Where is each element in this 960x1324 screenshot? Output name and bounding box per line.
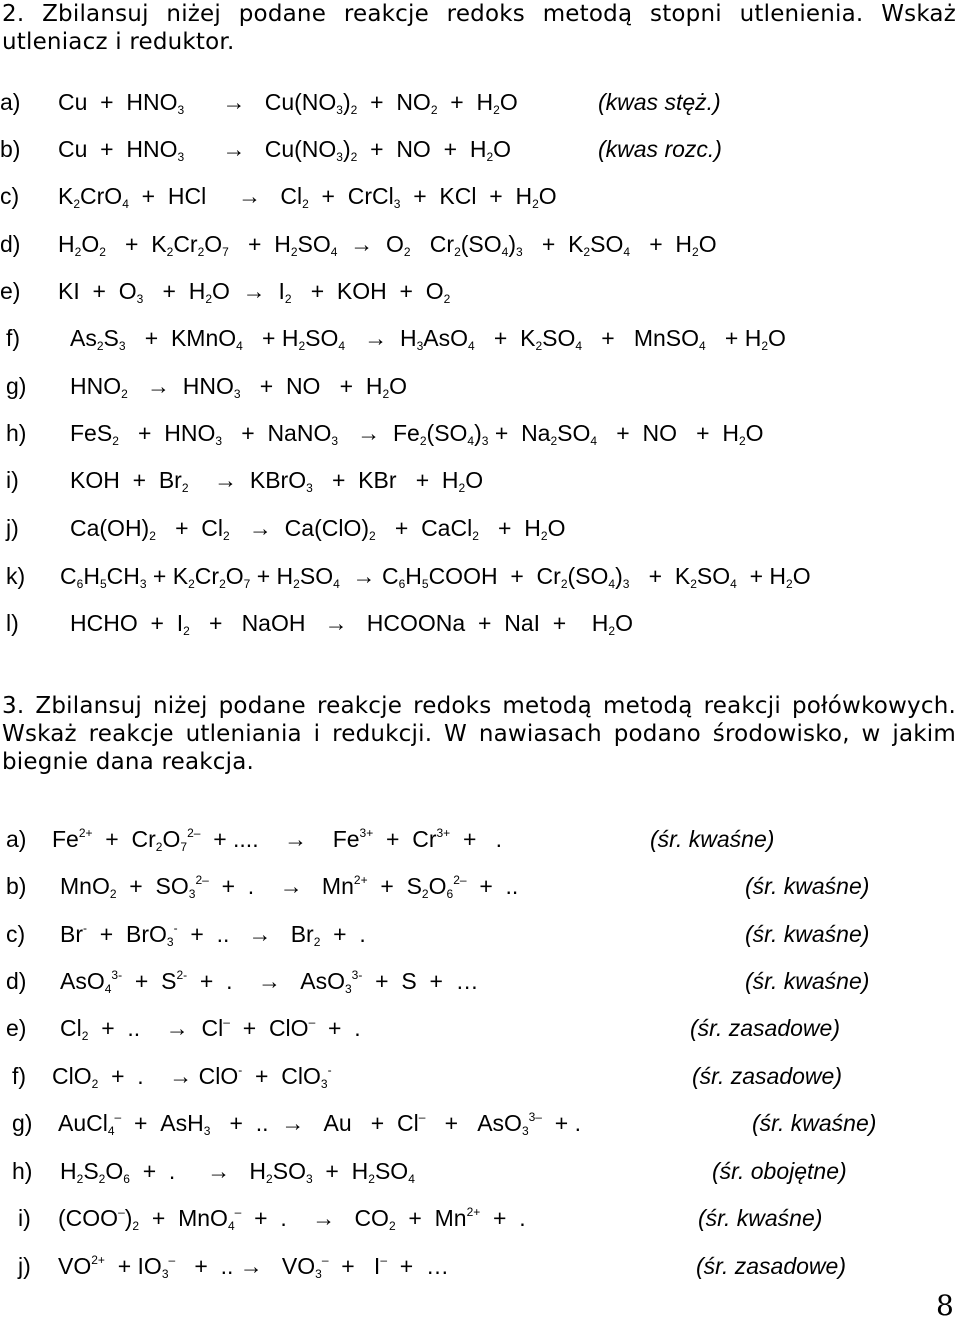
equation-label: a) bbox=[6, 826, 27, 852]
page-number: 8 bbox=[936, 1289, 954, 1322]
reaction-equation: $H_2S_2O_6$ + . → $H_2SO_3 + H_2SO_4$ bbox=[60, 1158, 415, 1186]
reaction-equation: $Cu + HNO_3$ → $Cu(NO_3)_2$ + NO + $H_2O$ bbox=[58, 136, 512, 164]
reaction-equation: $As_2S_3$ + KMnO$_4$ + $H_2SO_4 \to H_3AsO_4 + K_2SO_4$ + MnSO$_4$ + $H_2O$ bbox=[70, 325, 786, 353]
task-3-equation-c bbox=[0, 914, 960, 954]
reaction-equation: $Fe^{2+} + Cr_2O_7^{2-}$ + .... → $Fe^{3+} + Cr^{3+}$ + . bbox=[52, 826, 502, 854]
task-3-equation-i bbox=[0, 1198, 960, 1238]
reaction-condition-note: (kwas stęż.) bbox=[598, 89, 721, 115]
task-2-equation-c bbox=[0, 176, 960, 216]
reaction-equation: ClO$_2$ + . → ClO- + ClO$_3$- bbox=[52, 1063, 332, 1091]
equation-label: g) bbox=[6, 373, 27, 399]
reaction-equation: $AsO_4^{3-} + S^{2-}$ + . → AsO$_3^{3-}$ + S + … bbox=[60, 968, 479, 996]
equation-label: e) bbox=[6, 1015, 27, 1041]
task-2-equation-f bbox=[0, 318, 960, 358]
equation-label: h) bbox=[6, 420, 27, 446]
task-2-equation-h bbox=[0, 413, 960, 453]
reaction-condition-note: (śr. zasadowe) bbox=[692, 1063, 842, 1089]
task-2-instructions: 2. Zbilansuj niżej podane reakcje redoks metodą stopni utlenienia. Wskaż utleniacz i reduktor. bbox=[2, 1, 956, 55]
reaction-condition-note: (śr. obojętne) bbox=[712, 1158, 847, 1184]
equation-label: j) bbox=[18, 1253, 31, 1279]
reaction-equation: Br- + BrO$_3$- + .. → $Br_2$ + . bbox=[60, 921, 366, 949]
reaction-equation: HCHO + $I_2$ + NaOH → HCOONa + NaI + $H_2O$ bbox=[70, 610, 633, 638]
reaction-equation: $MnO_2 + SO_3^{2-}$ + . → $Mn^{2+} + S_2O_6^{2-}$ + .. bbox=[60, 873, 519, 901]
task-2-equation-a bbox=[0, 82, 960, 122]
equation-label: h) bbox=[12, 1158, 33, 1184]
reaction-equation: $Cu + HNO_3$ → $Cu(NO_3)_2 + NO_2 + H_2O$ bbox=[58, 89, 518, 117]
equation-label: d) bbox=[6, 968, 27, 994]
task-3-equation-h bbox=[0, 1151, 960, 1191]
task-2-equation-j bbox=[0, 508, 960, 548]
equation-label: c) bbox=[0, 183, 20, 209]
reaction-condition-note: (śr. zasadowe) bbox=[696, 1253, 846, 1279]
task-2-equation-i bbox=[0, 460, 960, 500]
task-2-equation-b bbox=[0, 129, 960, 169]
task-3-instructions: 3. Zbilansuj niżej podane reakcje redoks metodą metodą reakcji połówkowych. Wskaż reakcje utleniania i redukcji. W nawiasach podano środowisko, w jakim biegnie dana reakcja. bbox=[2, 693, 956, 775]
task-2-equation-k bbox=[0, 556, 960, 596]
reaction-condition-note: (śr. kwaśne) bbox=[650, 826, 775, 852]
reaction-equation: $K_2CrO_4$ + HCl → $Cl_2$ + CrCl$_3$ + KCl + $H_2O$ bbox=[58, 183, 557, 211]
reaction-equation: $FeS_2 + HNO_3$ + NaNO$_3$ → $Fe_2(SO_4)_3 + Na_2SO_4$ + NO + $H_2O$ bbox=[70, 420, 764, 448]
equation-label: c) bbox=[6, 921, 26, 947]
equation-label: j) bbox=[6, 515, 19, 541]
reaction-equation: $H_2O_2 + K_2Cr_2O_7 + H_2SO_4 \to O_2$ $Cr_2(SO_4)_3 + K_2SO_4 + H_2O$ bbox=[58, 231, 717, 259]
task-3-equation-g bbox=[0, 1103, 960, 1143]
reaction-equation: $Cl_2$ + .. → Cl– + ClO– + . bbox=[60, 1015, 361, 1043]
task-3-equation-e bbox=[0, 1008, 960, 1048]
reaction-equation: $(COO^-)_2 + MnO_4^-$ + . → $CO_2 + Mn^{2+}$ + . bbox=[58, 1205, 526, 1233]
reaction-equation: KI + $O_3 + H_2O \to I_2$ + KOH + $O_2$ bbox=[58, 278, 451, 306]
equation-label: b) bbox=[6, 873, 27, 899]
reaction-condition-note: (śr. kwaśne) bbox=[745, 873, 870, 899]
task-3-equation-b bbox=[0, 866, 960, 906]
equation-label: i) bbox=[6, 467, 19, 493]
equation-label: g) bbox=[12, 1110, 33, 1136]
task-2-equation-d bbox=[0, 224, 960, 264]
reaction-condition-note: (kwas rozc.) bbox=[598, 136, 722, 162]
task-3-equation-j bbox=[0, 1246, 960, 1286]
task-2-equation-l bbox=[0, 603, 960, 643]
task-3-equation-d bbox=[0, 961, 960, 1001]
task-3-equation-a bbox=[0, 819, 960, 859]
reaction-equation: AuCl$_4$– + AsH$_3$ + .. → Au + Cl– + AsO$_3^{3-}$ + . bbox=[58, 1110, 581, 1138]
equation-label: d) bbox=[0, 231, 21, 257]
reaction-equation: $HNO_2 \to HNO_3$ + NO + $H_2O$ bbox=[70, 373, 408, 401]
equation-label: k) bbox=[6, 563, 26, 589]
equation-label: l) bbox=[6, 610, 19, 636]
equation-label: i) bbox=[18, 1205, 31, 1231]
reaction-equation: $Ca(OH)_2 + Cl_2 \to Ca(ClO)_2$ + CaCl$_2$ + $H_2O$ bbox=[70, 515, 566, 543]
task-2-equation-e bbox=[0, 271, 960, 311]
equation-label: a) bbox=[0, 89, 21, 115]
reaction-equation: $C_6H_5CH_3 + K_2Cr_2O_7 + H_2SO_4$ → $C_6H_5COOH + Cr_2(SO_4)_3 + K_2SO_4 + H_2O$ bbox=[60, 563, 811, 591]
task-2-equation-g bbox=[0, 366, 960, 406]
reaction-condition-note: (śr. kwaśne) bbox=[745, 921, 870, 947]
reaction-condition-note: (śr. kwaśne) bbox=[745, 968, 870, 994]
equation-label: f) bbox=[6, 325, 21, 351]
reaction-condition-note: (śr. kwaśne) bbox=[698, 1205, 823, 1231]
equation-label: f) bbox=[12, 1063, 27, 1089]
reaction-condition-note: (śr. zasadowe) bbox=[690, 1015, 840, 1041]
task-3-equation-f bbox=[0, 1056, 960, 1096]
reaction-condition-note: (śr. kwaśne) bbox=[752, 1110, 877, 1136]
equation-label: b) bbox=[0, 136, 21, 162]
equation-label: e) bbox=[0, 278, 21, 304]
reaction-equation: $VO^{2+} + IO_3^-$ + .. → $VO_3^- + I^-$ + … bbox=[58, 1253, 449, 1281]
reaction-equation: KOH + $Br_2$ → KBrO$_3$ + KBr + $H_2O$ bbox=[70, 467, 484, 495]
